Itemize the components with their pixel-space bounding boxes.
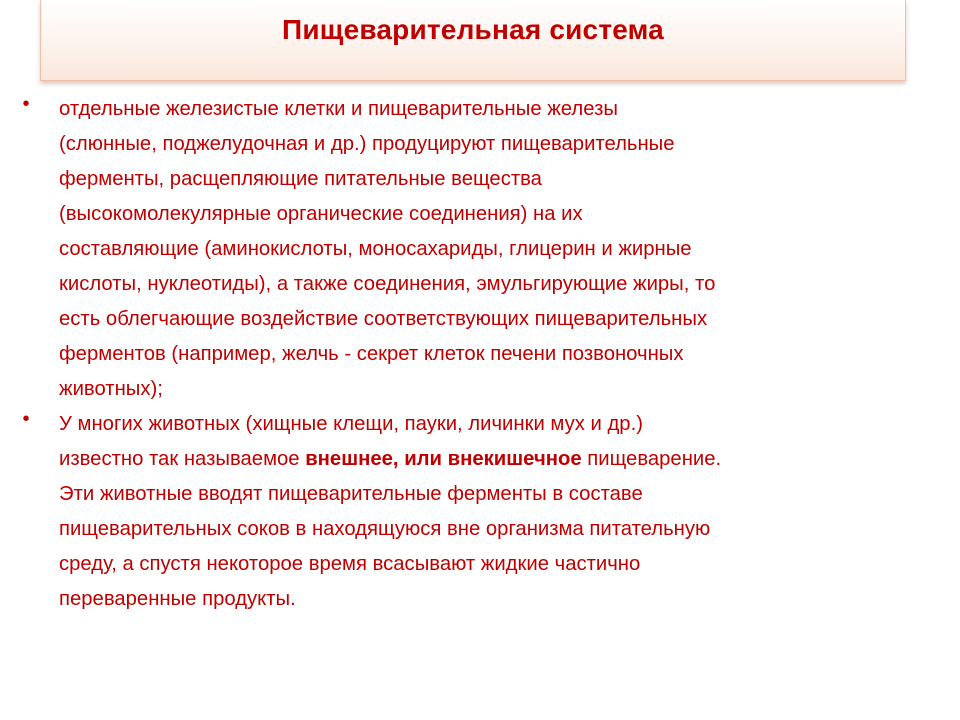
bullet-item-2: [20, 407, 940, 617]
text-line: переваренные продукты.: [59, 588, 296, 610]
text-line: (слюнные, поджелудочная и др.) продуцируют пищеварительные: [59, 133, 675, 155]
text-line: пищеварительных соков в находящуюся вне организма питательную: [59, 518, 711, 540]
emphasis-text: внешнее, или внекишечное: [305, 448, 582, 470]
text-line: среду, а спустя некоторое время всасывают жидкие частично: [59, 553, 641, 575]
text-line: составляющие (аминокислоты, моносахариды, глицерин и жирные: [59, 238, 692, 260]
title-banner: [40, 0, 906, 81]
text-line: отдельные железистые клетки и пищеварительные железы: [59, 98, 618, 120]
text-line: (высокомолекулярные органические соединения) на их: [59, 203, 583, 225]
text-line: ферментов (например, желчь - секрет клеток печени позвоночных: [59, 343, 684, 365]
text-line: есть облегчающие воздействие соответствующих пищеварительных: [59, 308, 708, 330]
text-line-with-emphasis: [59, 442, 940, 477]
bullet-item-1: [20, 92, 940, 407]
text-line: Эти животные вводят пищеварительные ферменты в составе: [59, 483, 643, 505]
text-line: кислоты, нуклеотиды), а также соединения, эмульгирующие жиры, то: [59, 273, 716, 295]
text-line: У многих животных (хищные клещи, пауки, личинки мух и др.): [59, 413, 643, 435]
text-line: животных);: [59, 378, 163, 400]
text-segment: пищеварение.: [581, 448, 722, 470]
bullet-dot-icon: •: [22, 93, 30, 115]
bullet-list: [20, 92, 940, 617]
text-line: ферменты, расщепляющие питательные вещества: [59, 168, 542, 190]
bullet-dot-icon: •: [22, 408, 30, 430]
text-segment: известно так называемое: [59, 448, 306, 470]
slide-title: Пищеварительная система: [282, 14, 664, 45]
